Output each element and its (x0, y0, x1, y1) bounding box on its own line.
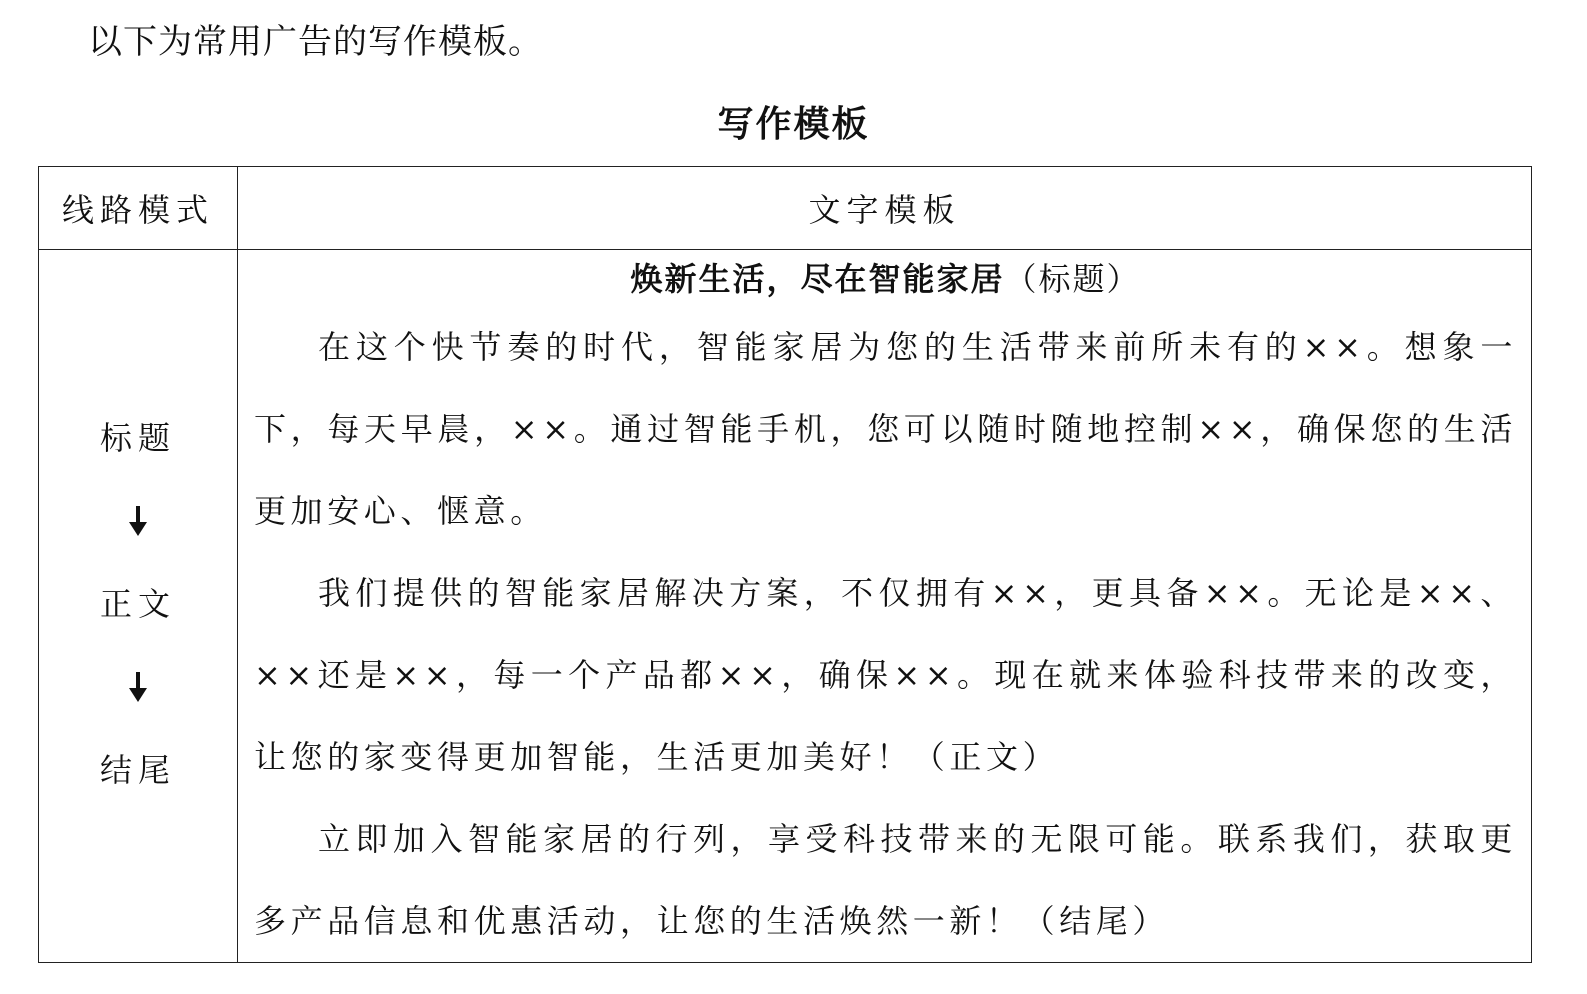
header-text-template: 文字模板 (238, 167, 1532, 250)
intro-text: 以下为常用广告的写作模板。 (88, 22, 543, 62)
template-table (38, 166, 1532, 963)
ad-title (254, 252, 1517, 306)
ad-paragraph-2: 我们提供的智能家居解决方案，不仅拥有××，更具备××。无论是××、××还是××，每一个产品都××，确保××。现在就来体验科技带来的改变，让您的家变得更加智能，生活更加美好！（正文） (254, 574, 1517, 776)
flow-step-title: 标题 (99, 419, 176, 457)
ad-title-text: 焕新生活，尽在智能家居 (630, 260, 1005, 298)
document-title: 写作模板 (717, 103, 870, 145)
ad-paragraph-1: 在这个快节奏的时代，智能家居为您的生活带来前所未有的××。想象一下，每天早晨，××。通过智能手机，您可以随时随地控制××，确保您的生活更加安心、惬意。 (254, 328, 1517, 530)
table-header-row (39, 167, 1532, 250)
flow-step-body: 正文 (99, 585, 176, 623)
text-template-cell (238, 250, 1532, 963)
down-arrow-icon (126, 632, 150, 742)
ad-template-content (238, 252, 1531, 962)
flow-step-ending: 结尾 (99, 751, 176, 789)
table-body-row (39, 250, 1532, 963)
route-flow-cell (39, 250, 238, 963)
down-arrow-icon (126, 466, 150, 576)
ad-title-note: （标题） (1004, 260, 1141, 298)
header-route-mode: 线路模式 (39, 167, 238, 250)
route-flow (39, 250, 237, 798)
ad-paragraph-3: 立即加入智能家居的行列，享受科技带来的无限可能。联系我们，获取更多产品信息和优惠活动，让您的生活焕然一新！（结尾） (254, 820, 1517, 940)
